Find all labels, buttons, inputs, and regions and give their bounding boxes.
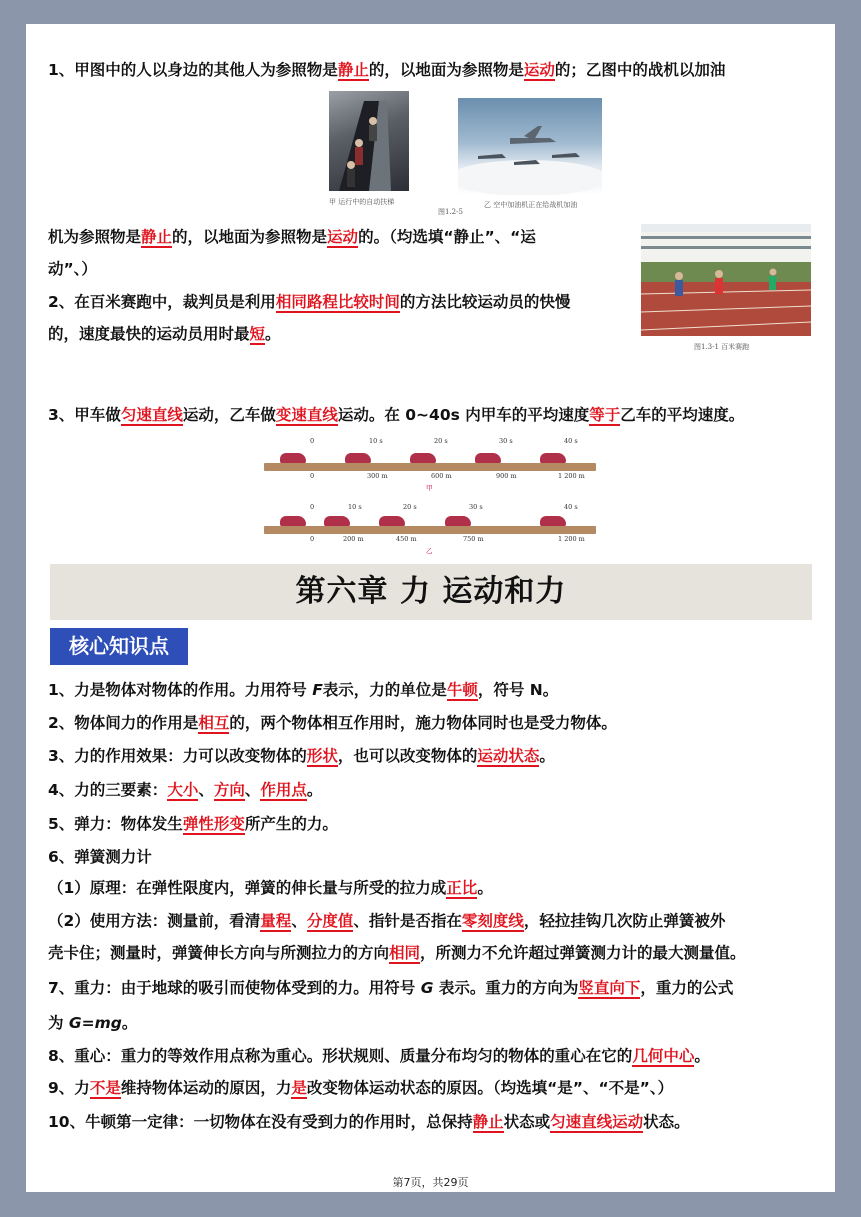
answer-blank: 牛顿: [446, 681, 478, 699]
escalator-drawing: [329, 91, 409, 191]
answer-blank: 不是: [89, 1079, 121, 1097]
answer-blank: 运动状态: [477, 747, 540, 765]
distance-tick: 450 m: [396, 535, 417, 543]
answer-blank: 静止: [337, 61, 369, 79]
distance-tick: 600 m: [431, 472, 452, 480]
answer-blank: 静止: [472, 1113, 504, 1131]
answer-blank: 形状: [306, 747, 338, 765]
answer-blank: 弹性形变: [182, 815, 245, 833]
chapter-title: 第六章 力 运动和力: [295, 574, 567, 609]
answer-blank: 正比: [446, 879, 478, 897]
diagram-label: 乙: [426, 547, 433, 555]
question-2-line-2: 的，速度最快的运动员用时最短。: [48, 325, 281, 343]
knowledge-point-6-2-line-2: 壳卡住；测量时，弹簧伸长方向与所测拉力的方向相同，所测力不允许超过弹簧测力计的最大测量值。: [48, 944, 746, 962]
question-1-line-3: 动”、）: [48, 260, 97, 278]
race-caption: 图1.3-1 百米赛跑: [694, 343, 750, 351]
time-tick: 10 s: [348, 503, 362, 511]
knowledge-point-2: 2、物体间力的作用是相互的，两个物体相互作用时，施力物体同时也是受力物体。: [48, 714, 617, 732]
time-tick: 0: [310, 437, 315, 445]
page-footer: 第7页，共29页: [392, 1176, 469, 1189]
time-tick: 20 s: [434, 437, 448, 445]
answer-blank: 相同: [389, 944, 421, 962]
distance-tick: 200 m: [343, 535, 364, 543]
knowledge-point-6-1: （1）原理：在弹性限度内，弹簧的伸长量与所受的拉力成正比。: [48, 879, 493, 897]
answer-blank: 运动: [327, 228, 359, 246]
answer-blank: 作用点: [260, 781, 307, 799]
road-strip: [264, 463, 596, 471]
answer-blank: 几何中心: [632, 1047, 695, 1065]
jets-caption: 乙 空中加油机正在给战机加油: [484, 201, 578, 209]
answer-blank: 是: [291, 1079, 307, 1097]
aerial-refuel-photo: [458, 98, 602, 195]
diagram-label: 甲: [426, 484, 433, 492]
distance-tick: 750 m: [463, 535, 484, 543]
answer-blank: 分度值: [306, 912, 354, 930]
knowledge-point-6-2-line-1: （2）使用方法：测量前，看清量程、分度值、指针是否指在零刻度线，轻拉挂钩几次防止弹簧被外: [48, 912, 726, 930]
answer-blank: 静止: [141, 228, 173, 246]
knowledge-point-3: 3、力的作用效果：力可以改变物体的形状，也可以改变物体的运动状态。: [48, 747, 555, 765]
answer-blank: 相同路程比较时间: [275, 293, 400, 311]
answer-blank: 量程: [260, 912, 292, 930]
knowledge-point-1: 1、力是物体对物体的作用。力用符号 F表示，力的单位是牛顿，符号 N。: [48, 681, 559, 699]
knowledge-point-7-line-2: 为 G=mg。: [48, 1014, 138, 1032]
road-strip: [264, 526, 596, 534]
knowledge-point-5: 5、弹力：物体发生弹性形变所产生的力。: [48, 815, 338, 833]
answer-blank: 相互: [198, 714, 230, 732]
answer-blank: 大小: [167, 781, 199, 799]
time-tick: 0: [310, 503, 315, 511]
sprint-race-photo: [641, 224, 811, 336]
question-2-line-1: 2、在百米赛跑中，裁判员是利用相同路程比较时间的方法比较运动员的快慢: [48, 293, 571, 311]
chapter-banner: [50, 564, 812, 620]
distance-tick: 300 m: [367, 472, 388, 480]
answer-blank: 匀速直线: [120, 406, 183, 424]
knowledge-point-8: 8、重心：重力的等效作用点称为重心。形状规则、质量分布均匀的物体的重心在它的几何中心。: [48, 1047, 710, 1065]
time-tick: 10 s: [369, 437, 383, 445]
answer-blank: 零刻度线: [461, 912, 524, 930]
distance-tick: 0: [310, 472, 315, 480]
figure-number: 图1.2-5: [438, 208, 463, 216]
document-page: [26, 24, 835, 1192]
answer-blank: 竖直向下: [578, 979, 641, 997]
escalator-photo: [329, 91, 409, 191]
knowledge-point-9: 9、力不是维持物体运动的原因，力是改变物体运动状态的原因。（均选填“是”、“不是”、）: [48, 1079, 674, 1097]
answer-blank: 等于: [589, 406, 621, 424]
knowledge-point-4: 4、力的三要素：大小、方向、作用点。: [48, 781, 323, 799]
distance-tick: 1 200 m: [558, 472, 585, 480]
distance-tick: 0: [310, 535, 315, 543]
question-3: 3、甲车做匀速直线运动，乙车做变速直线运动。在 0~40s 内甲车的平均速度等于乙车的平均速度。: [48, 406, 745, 424]
answer-blank: 运动: [523, 61, 555, 79]
question-1-line-1: 1、甲图中的人以身边的其他人为参照物是静止的，以地面为参照物是运动的；乙图中的战机以加油: [48, 61, 726, 79]
distance-tick: 1 200 m: [558, 535, 585, 543]
escalator-caption: 甲 运行中的自动扶梯: [329, 198, 395, 206]
question-1-line-2: 机为参照物是静止的，以地面为参照物是运动的。（均选填“静止”、“运: [48, 228, 536, 246]
time-tick: 40 s: [564, 437, 578, 445]
knowledge-point-6: 6、弹簧测力计: [48, 848, 152, 866]
answer-blank: 短: [249, 325, 266, 343]
jets-drawing: [458, 98, 602, 195]
time-tick: 20 s: [403, 503, 417, 511]
time-tick: 30 s: [469, 503, 483, 511]
knowledge-point-7-line-1: 7、重力：由于地球的吸引而使物体受到的力。用符号 G 表示。重力的方向为竖直向下，重力的公式: [48, 979, 734, 997]
answer-blank: 方向: [213, 781, 245, 799]
answer-blank: 变速直线: [275, 406, 338, 424]
answer-blank: 匀速直线运动: [550, 1113, 644, 1131]
time-tick: 40 s: [564, 503, 578, 511]
time-tick: 30 s: [499, 437, 513, 445]
knowledge-point-10: 10、牛顿第一定律：一切物体在没有受到力的作用时，总保持静止状态或匀速直线运动状态。: [48, 1113, 690, 1131]
race-drawing: [641, 224, 811, 336]
distance-tick: 900 m: [496, 472, 517, 480]
section-tag: 核心知识点: [50, 628, 188, 665]
